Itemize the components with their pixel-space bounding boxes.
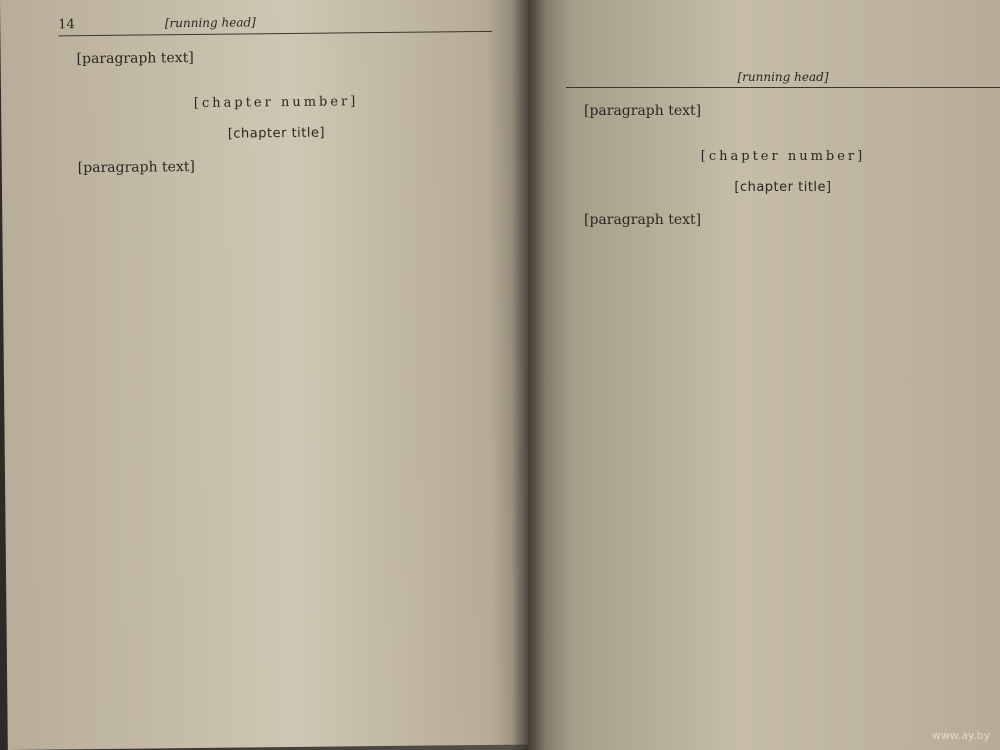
left-chapter-title: [chapter title] [227, 125, 326, 142]
left-body-top [59, 46, 493, 70]
left-body-bottom [60, 155, 494, 179]
book-gutter-shadow [512, 0, 546, 750]
left-running-head-title: [running head] [164, 15, 256, 31]
left-paragraph-1: [paragraph text] [76, 49, 194, 68]
right-body-top [566, 102, 1000, 121]
left-paragraph-2: [paragraph text] [77, 158, 195, 177]
right-running-head: [running head] [566, 70, 1000, 88]
right-chapter-number: [chapter number] [700, 149, 866, 164]
right-paragraph-1: [paragraph text] [584, 103, 702, 119]
left-running-head [58, 13, 492, 37]
left-page-number: 14 [58, 17, 75, 33]
left-chapter-number: [chapter number] [193, 94, 359, 111]
watermark: www.ay.by [931, 729, 990, 742]
right-page [528, 0, 1000, 750]
right-body-bottom [566, 211, 1000, 230]
right-chapter-title: [chapter title] [734, 180, 832, 195]
right-paragraph-2: [paragraph text] [584, 212, 702, 228]
